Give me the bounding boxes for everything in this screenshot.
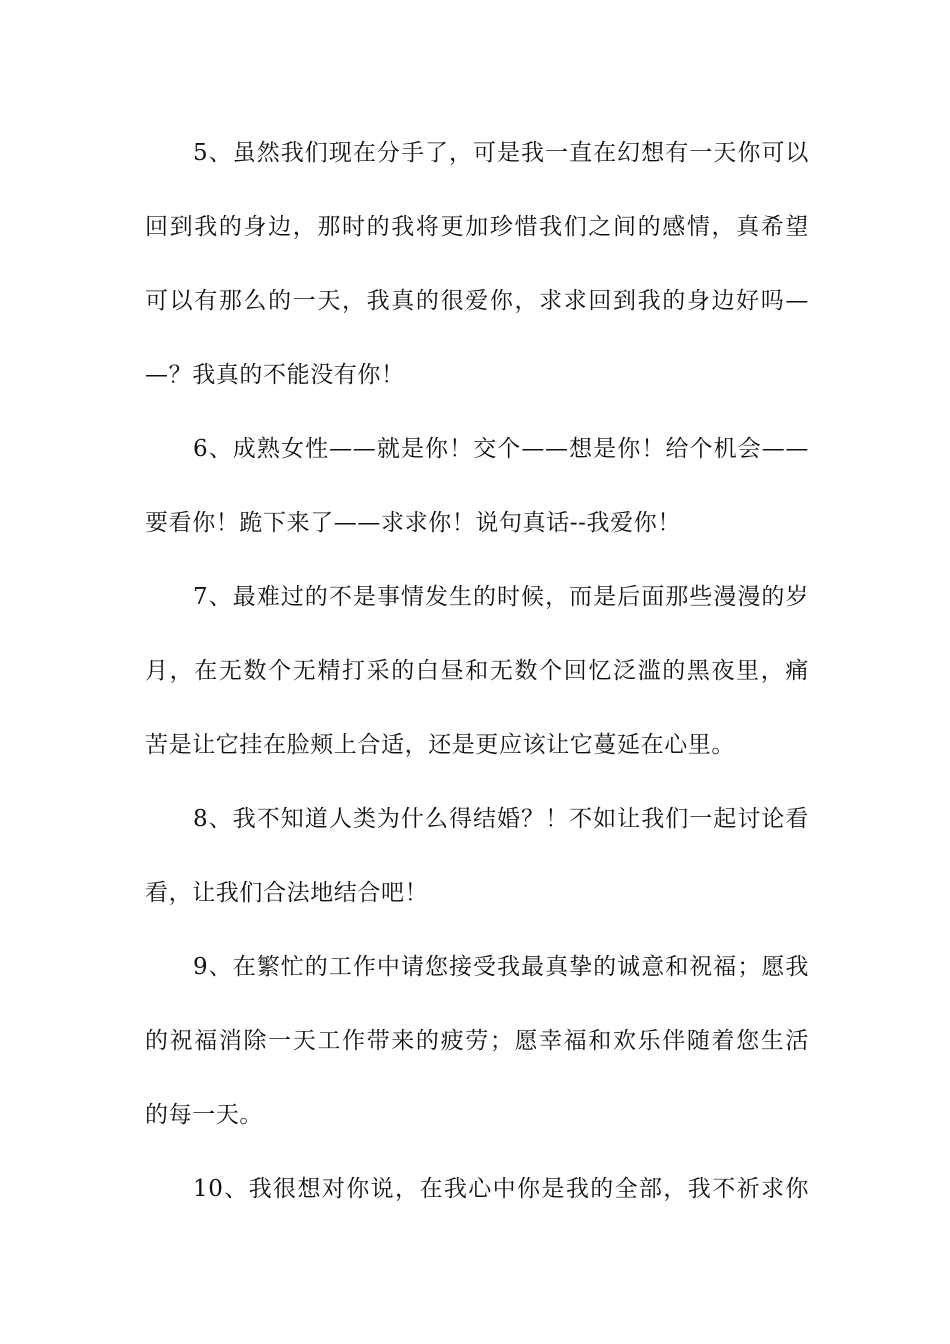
paragraph-8-line-1: 8、我不知道人类为什么得结婚？！不如让我们一起讨论看: [193, 806, 809, 832]
paragraph-7-line-2: 月，在无数个无精打采的白昼和无数个回忆泛滥的黑夜里，痛: [145, 658, 809, 684]
paragraph-9-line-3: 的每一天。: [145, 1102, 263, 1128]
paragraph-9-line-2: 的祝福消除一天工作带来的疲劳；愿幸福和欢乐伴随着您生活: [145, 1028, 809, 1054]
paragraph-5-line-1: 5、虽然我们现在分手了，可是我一直在幻想有一天你可以: [193, 140, 809, 166]
paragraph-5-line-3: 可以有那么的一天，我真的很爱你，求求回到我的身边好吗—: [145, 288, 809, 314]
paragraph-10-line-1: 10、我很想对你说，在我心中你是我的全部，我不祈求你: [193, 1176, 809, 1202]
paragraph-6-line-1: 6、成熟女性——就是你！交个——想是你！给个机会——: [193, 436, 809, 462]
paragraph-6-line-2: 要看你！跪下来了——求求你！说句真话--我爱你！: [145, 510, 681, 536]
paragraph-5-line-2: 回到我的身边，那时的我将更加珍惜我们之间的感情，真希望: [145, 214, 809, 240]
paragraph-8-line-2: 看，让我们合法地结合吧！: [145, 880, 429, 906]
paragraph-9-line-1: 9、在繁忙的工作中请您接受我最真挚的诚意和祝福；愿我: [193, 954, 809, 980]
paragraph-5-line-4: —？我真的不能没有你！: [145, 362, 405, 388]
paragraph-7-line-1: 7、最难过的不是事情发生的时候，而是后面那些漫漫的岁: [193, 584, 809, 610]
paragraph-7-line-3: 苦是让它挂在脸颊上合适，还是更应该让它蔓延在心里。: [145, 732, 735, 758]
